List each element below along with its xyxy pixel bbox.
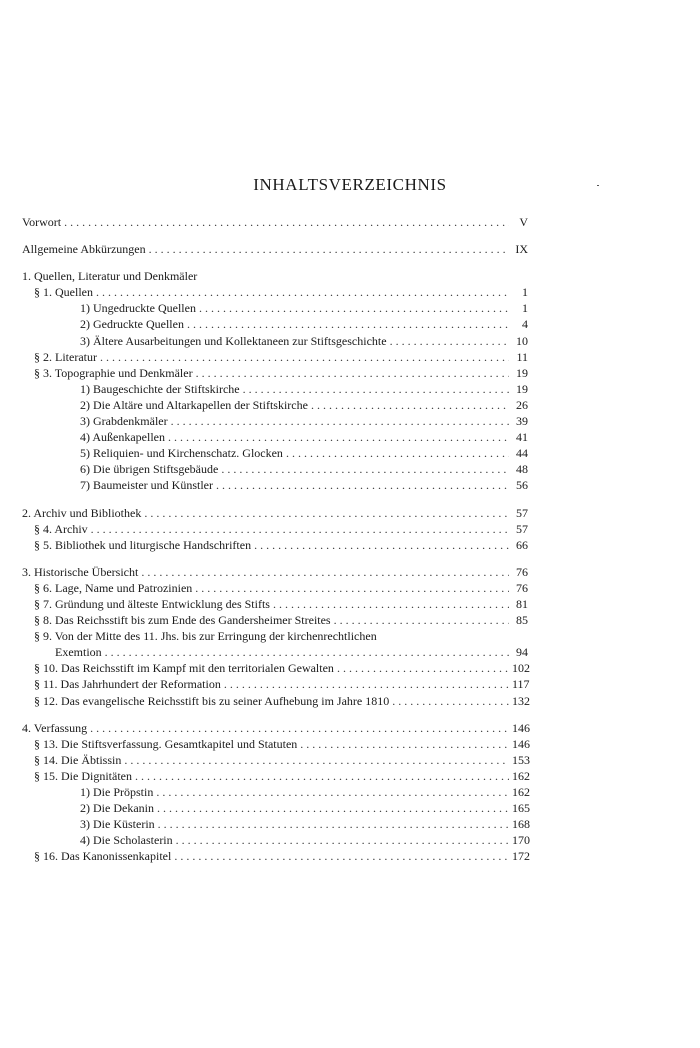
toc-label-continuation [34,644,528,660]
toc-entry-s4[interactable] [22,521,528,537]
toc-subentry[interactable] [22,397,528,413]
toc-page-number: 26 [516,397,528,412]
toc-page-number: 1 [522,301,528,316]
dot-leader [334,612,509,628]
dot-leader [337,660,509,676]
dot-leader [156,784,509,800]
toc-label: Exemtion [55,645,102,660]
toc-label: § 7. Gründung und älteste Entwicklung des Stifts [34,596,270,611]
toc-page-number: 1 [522,285,528,300]
toc-label: § 2. Literatur [34,349,97,364]
toc-label: 3) Grabdenkmäler [80,414,168,429]
toc-subentry[interactable] [22,300,528,316]
toc-label: § 9. Von der Mitte des 11. Jhs. bis zur Erringung der kirchenrechtlichen [34,629,377,644]
toc-entry-s6[interactable] [22,580,528,596]
toc-label: § 6. Lage, Name und Patrozinien [34,580,193,595]
dot-leader [311,397,509,413]
toc-page-number: 146 [512,720,530,735]
toc-label: § 11. Das Jahrhundert der Reformation [34,677,221,692]
dot-leader [158,816,509,832]
toc-entry-s15[interactable] [22,768,528,784]
toc-page-number: V [519,215,528,229]
toc-page-number: 117 [512,677,530,692]
toc-subentry[interactable] [22,461,528,477]
toc-entry-abkuerzungen[interactable] [22,241,528,257]
toc-subentry[interactable] [22,413,528,429]
dot-leader [96,284,509,300]
toc-entry-s9[interactable] [22,628,528,660]
toc-subentry[interactable] [22,800,528,816]
toc-page-number: 102 [512,661,530,676]
toc-label: 2) Die Altäre und Altarkapellen der Stiftskirche [80,397,308,412]
toc-subentry[interactable] [22,316,528,332]
dot-leader [168,429,509,445]
dot-leader [176,832,509,848]
toc-entry-s11[interactable] [22,676,528,692]
toc-label: § 1. Quellen [34,285,93,300]
dot-leader [105,644,509,660]
toc-subentry[interactable] [22,429,528,445]
dot-leader [254,537,509,553]
toc-page-number: 10 [516,333,528,348]
toc-entry-s5[interactable] [22,537,528,553]
toc-subentry[interactable] [22,832,528,848]
toc-subentry[interactable] [22,784,528,800]
toc-page-number: 165 [512,801,530,816]
toc-label: § 3. Topographie und Denkmäler [34,365,193,380]
toc-label: § 14. Die Äbtissin [34,752,122,767]
toc-entry-s8[interactable] [22,612,528,628]
toc-page-number: 162 [512,785,530,799]
toc-page-number: 81 [516,596,528,611]
dot-leader [390,333,509,349]
toc-label: 4) Die Scholasterin [80,833,173,848]
toc-label: Vorwort [22,215,62,229]
toc-page-number: 11 [516,349,528,364]
toc-page-number: 94 [516,645,528,660]
toc-page-number: 168 [512,817,530,832]
toc-subentry[interactable] [22,381,528,397]
toc-label: § 4. Archiv [34,521,88,536]
toc-label: Allgemeine Abkürzungen [22,242,146,257]
toc-subentry[interactable] [22,445,528,461]
toc-entry-s14[interactable] [22,752,528,768]
toc-label: § 12. Das evangelische Reichsstift bis zu seiner Aufhebung im Jahre 1810 [34,693,390,708]
toc-label: 4. Verfassung [22,720,88,735]
toc-page-number: 56 [516,478,528,493]
toc-page-number: 4 [522,317,528,332]
toc-page-number: 39 [516,414,528,429]
dot-leader [149,241,509,257]
toc-page-number: 172 [512,849,530,864]
dot-leader [300,736,509,752]
toc-label: 1) Ungedruckte Quellen [80,301,196,316]
toc-label: 4) Außenkapellen [80,430,165,445]
toc-label: § 8. Das Reichsstift bis zum Ende des Gandersheimer Streites [34,613,331,628]
toc-page-number: 57 [516,505,528,520]
toc-chapter-3[interactable] [22,564,528,580]
toc-entry-s3[interactable] [22,365,528,381]
toc-entry-s13[interactable] [22,736,528,752]
toc-entry-s1[interactable] [22,284,528,300]
toc-page-number: 19 [516,365,528,380]
dot-leader [187,316,509,332]
dot-leader [91,521,509,537]
dot-leader [157,800,509,816]
dot-leader [135,768,509,784]
toc-page-number: 19 [516,381,528,396]
dot-leader [100,349,509,365]
toc-page-number: 85 [516,613,528,628]
toc-label: § 16. Das Kanonissenkapitel [34,849,172,864]
toc-entry-s10[interactable] [22,660,528,676]
toc-entry-s12[interactable] [22,693,528,709]
dot-leader [64,214,509,230]
dot-leader [196,365,509,381]
toc-entry-s16[interactable] [22,848,528,864]
toc-label: 3. Historische Übersicht [22,564,139,579]
dot-leader [243,381,509,397]
dot-leader [195,580,509,596]
toc-page-number: 48 [516,462,528,477]
toc-page-number: 153 [512,752,530,767]
toc-page-number: 41 [516,430,528,445]
page-title: INHALTSVERZEICHNIS [253,175,447,194]
toc-label: § 13. Die Stiftsverfassung. Gesamtkapitel und Statuten [34,736,298,751]
toc-subentry[interactable] [22,333,528,349]
stray-mark [597,185,599,186]
dot-leader [141,564,509,580]
dot-leader [90,720,509,736]
dot-leader [392,693,509,709]
dot-leader [216,477,509,493]
dot-leader [174,848,509,864]
toc-label: § 5. Bibliothek und liturgische Handschriften [34,537,252,552]
toc-page-number: 76 [516,580,528,595]
table-of-contents [22,214,528,864]
toc-subentry[interactable] [22,816,528,832]
toc-chapter-2[interactable] [22,505,528,521]
toc-entry-vorwort[interactable] [22,214,528,230]
dot-leader [221,461,509,477]
toc-page-number: 162 [512,768,530,783]
toc-page-number: IX [515,242,528,257]
toc-label: 6) Die übrigen Stiftsgebäude [80,462,219,477]
dot-leader [286,445,509,461]
toc-page-number: 66 [516,537,528,552]
toc-label: 2. Archiv und Bibliothek [22,505,142,520]
dot-leader [124,752,509,768]
toc-subentry[interactable] [22,477,528,493]
dot-leader [144,505,509,521]
toc-label: 5) Reliquien- und Kirchenschatz. Glocken [80,446,283,461]
toc-page-number: 170 [512,833,530,848]
toc-label: § 10. Das Reichsstift im Kampf mit den territorialen Gewalten [34,661,334,676]
toc-label: 2) Gedruckte Quellen [80,317,184,332]
toc-chapter-1[interactable]: 1. Quellen, Literatur und Denkmäler [22,269,198,284]
toc-page-number: 57 [516,521,528,536]
toc-page-number: 44 [516,446,528,461]
dot-leader [273,596,509,612]
toc-label: 2) Die Dekanin [80,801,154,816]
toc-label: 3) Die Küsterin [80,817,155,832]
dot-leader [171,413,509,429]
toc-page-number: 76 [516,564,528,579]
toc-entry-s2[interactable] [22,349,528,365]
toc-label: 1) Die Pröpstin [80,785,154,799]
dot-leader [199,300,509,316]
toc-label: 1) Baugeschichte der Stiftskirche [80,381,240,396]
toc-label: 7) Baumeister und Künstler [80,478,213,493]
toc-label: 3) Ältere Ausarbeitungen und Kollektaneen zur Stiftsgeschichte [80,333,387,348]
dot-leader [224,676,509,692]
toc-chapter-4[interactable] [22,720,528,736]
toc-label: § 15. Die Dignitäten [34,768,132,783]
toc-page-number: 146 [512,736,530,751]
toc-page-number: 132 [512,693,530,708]
toc-entry-s7[interactable] [22,596,528,612]
